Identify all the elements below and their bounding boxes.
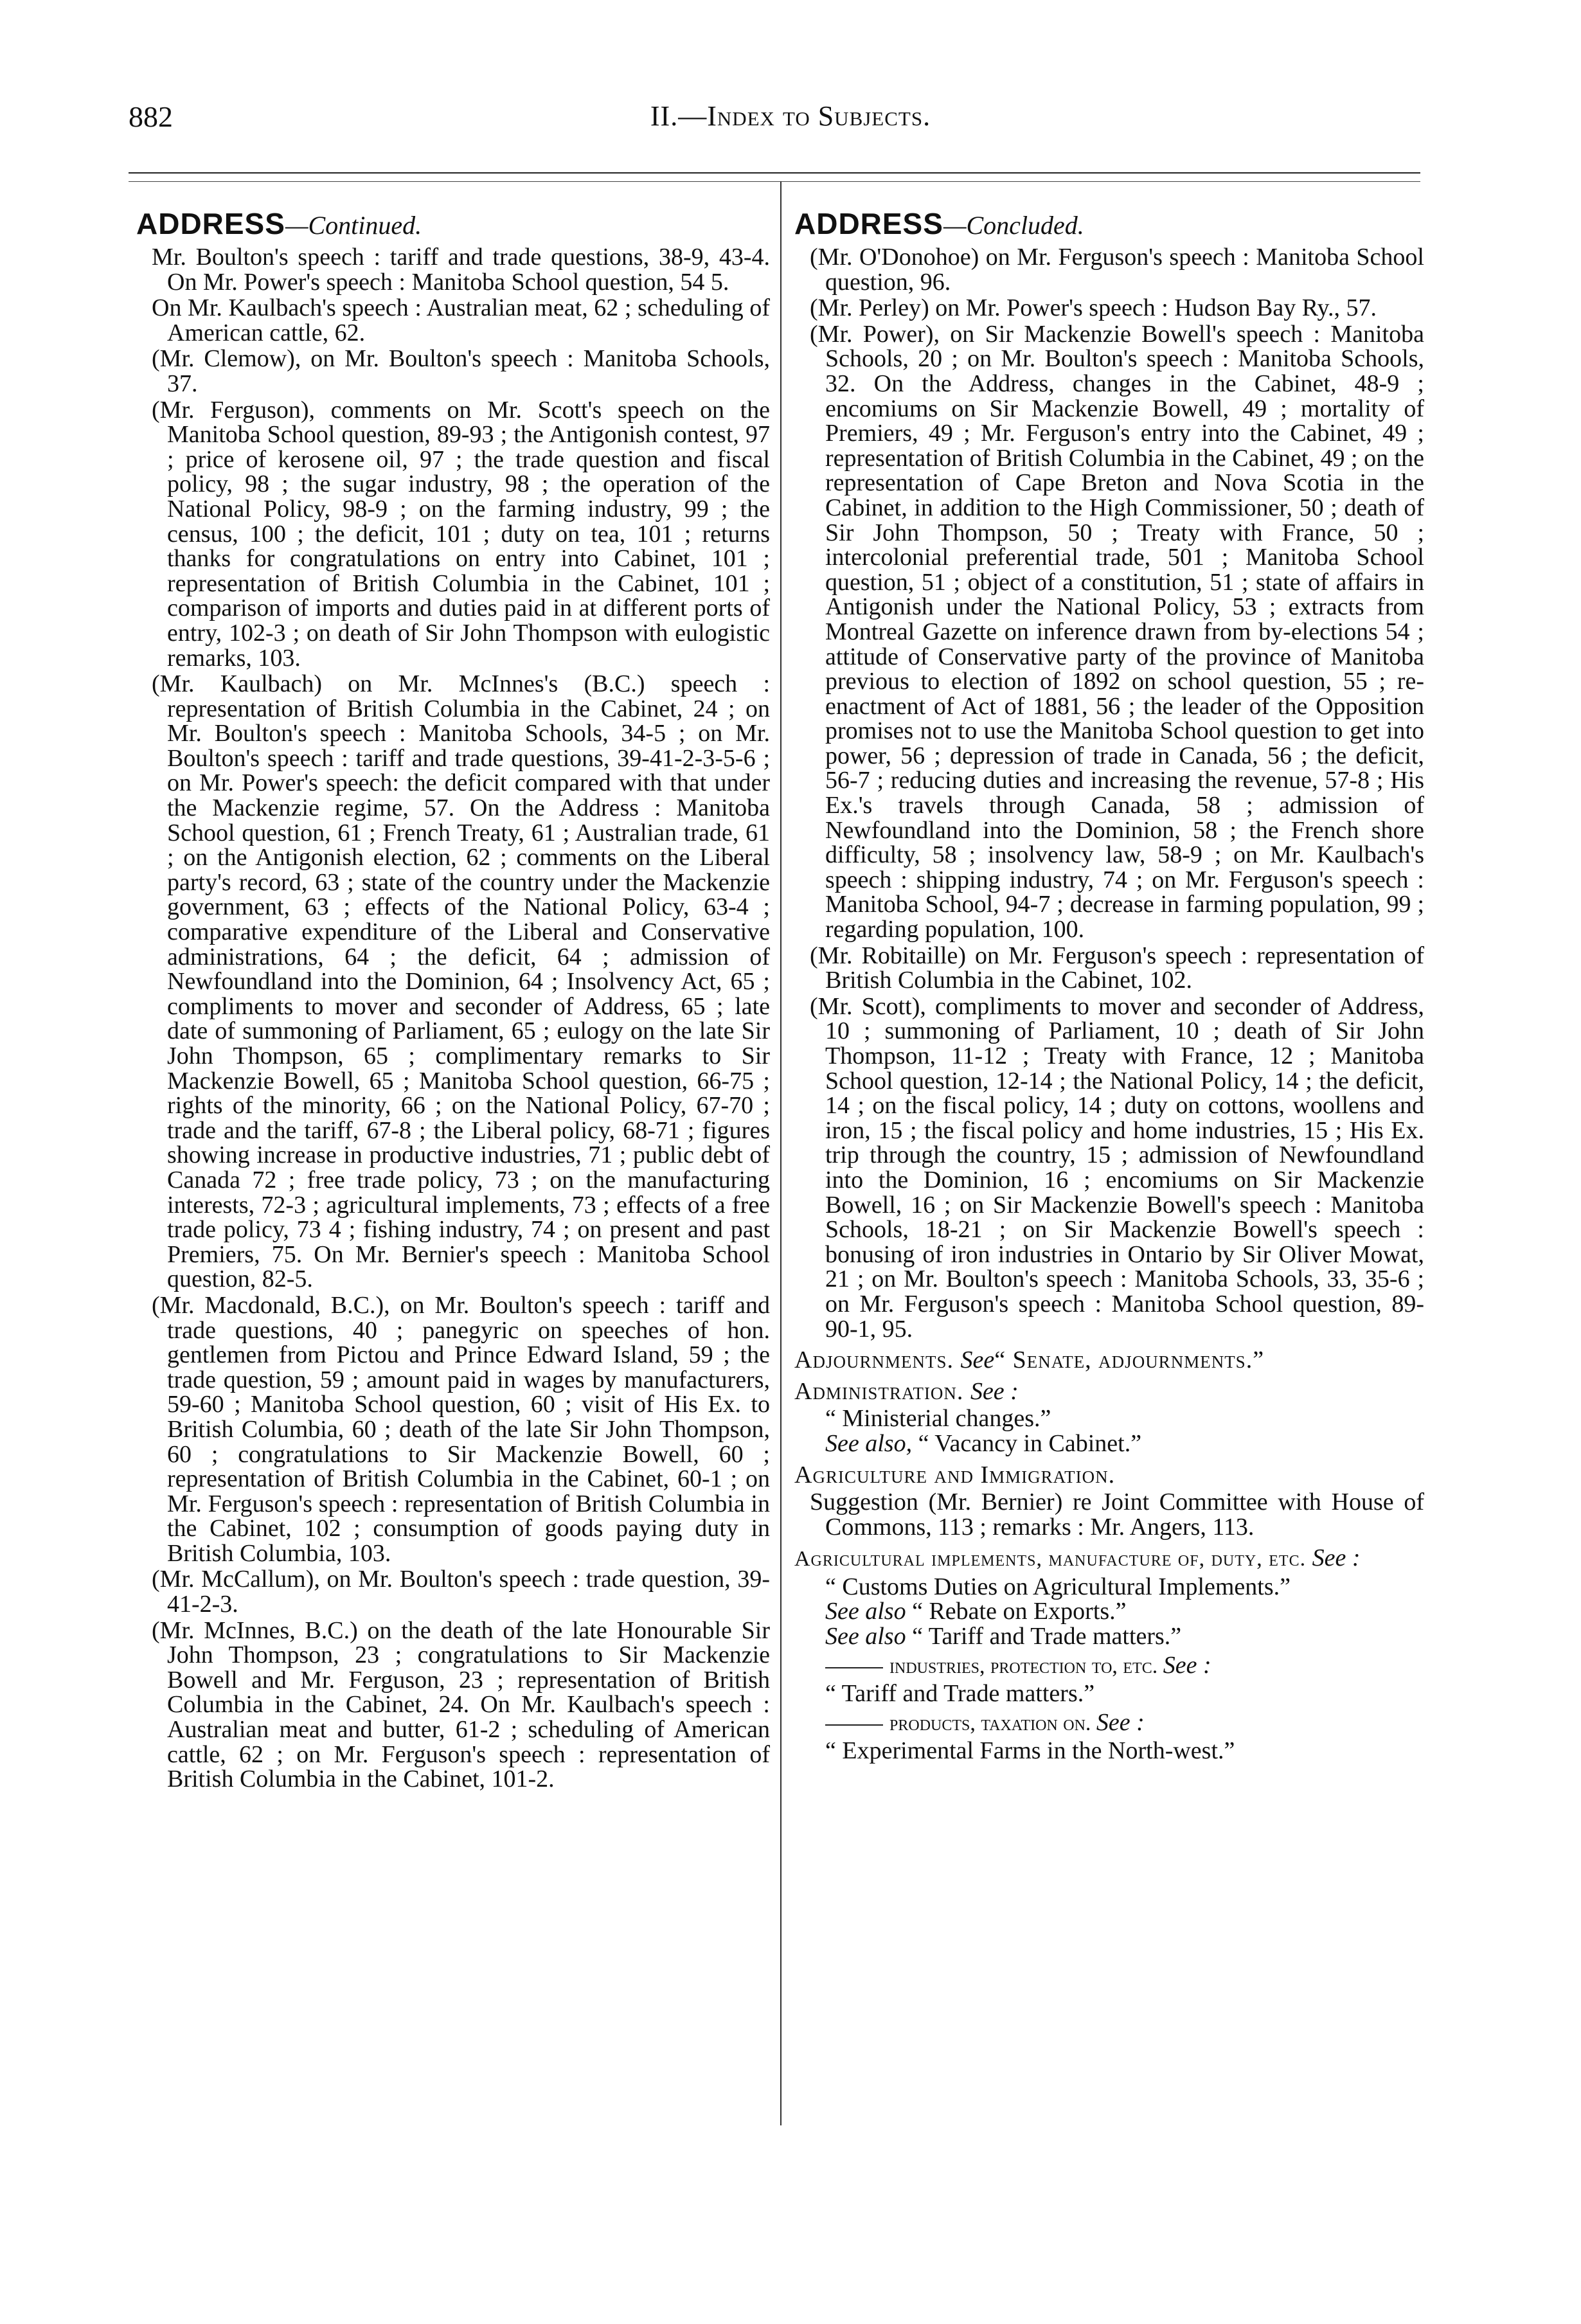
see-label: See : [1312,1544,1361,1572]
header-rule-thin [129,181,1420,182]
dash-rule [825,1724,883,1726]
heading-title: Agricultural implements, manufacture of, duty, etc. [794,1547,1307,1571]
index-entry: (Mr. Kaulbach) on Mr. McInnes's (B.C.) speech : representation of British Columbia in the Cabinet, 24 ; on Mr. Boulton's speech : Manitoba Schools, 34-5 ; on Mr. Boulton's speech : tariff and trade questions, 39-41-2-3-5-6 ; on Mr. Power's speech: the deficit compared with that under the Mackenzie regime, 57. On the Address : Manitoba School question, 61 ; French Treaty, 61 ; Australian trade, 61 ; on the Antigonish election, 62 ; comments on the Liberal party's record, 63 ; state of the country under the Mackenzie government, 63 ; effects of the National Policy, 63-4 ; comparative expenditure of the Liberal and Conservative administrations, 64 ; the deficit, 64 ; admission of Newfoundland into the Dominion, 64 ; Insolvency Act, 65 ; compliments to mover and seconder of Address, 65 ; late date of summoning of Parliament, 65 ; eulogy on the late Sir John Thompson, 65 ; complimentary remarks to Sir Mackenzie Bowell, 65 ; Manitoba School question, 66-75 ; rights of the minority, 66 ; on the National Policy, 67-70 ; trade and the tariff, 67-8 ; the Liberal policy, 68-71 ; figures showing increase in productive industries, 71 ; public debt of Canada 72 ; free trade policy, 73 ; on the manufacturing interests, 72-3 ; agricultural implements, 73 ; effects of a free trade policy, 73 4 ; fishing industry, 74 ; on present and past Premiers, 75. On Mr. Bernier's speech : Manitoba School question, 82-5. [152,670,770,1293]
index-entry: (Mr. O'Donohoe) on Mr. Ferguson's speech : Manitoba School question, 96. [810,244,1424,296]
dash-rule [825,1667,883,1668]
heading-title: products, taxation on. [889,1711,1091,1735]
index-heading-agriculture: Agriculture and Immigration. [794,1461,1116,1488]
heading-text: ADDRESS [136,207,285,240]
heading-suffix: —Continued. [285,211,422,240]
index-entry: (Mr. Robitaille) on Mr. Ferguson's speech : representation of British Columbia in the Cabinet, 102. [810,942,1424,994]
index-entry: Mr. Boulton's speech : tariff and trade questions, 38-9, 43-4. On Mr. Power's speech : Manitoba School question, 54 5. [152,244,770,296]
index-heading-administration [794,1379,1424,1404]
index-entry: Suggestion (Mr. Bernier) re Joint Committee with House of Commons, 113 ; remarks : Mr. Angers, 113. [810,1488,1424,1541]
see-also-label: See also [825,1598,906,1625]
cross-reference [794,1575,1424,1600]
section-heading [794,204,1424,245]
index-entry: (Mr. Ferguson), comments on Mr. Scott's speech on the Manitoba School question, 89-93 ; the Antigonish contest, 97 ; price of kerosene oil, 97 ; the trade question and fiscal policy, 98 ; the sugar industry, 98 ; the operation of the National Policy, 98-9 ; on the farming industry, 99 ; the census, 100 ; the deficit, 101 ; duty on tea, 101 ; returns thanks for congratulations on entry into Cabinet, 101 ; representation of British Columbia in the Cabinet, 101 ; comparison of imports and duties paid in at different ports of entry, 102-3 ; on death of Sir John Thompson with eulogistic remarks, 103. [152,396,770,672]
heading-suffix: —Concluded. [943,211,1084,240]
reference-text: “ Customs Duties on Agricultural Implements.” [825,1573,1291,1600]
right-column [794,204,1424,1764]
cross-reference: “ Experimental Farms in the North-west.” [825,1737,1235,1765]
reference-text: “ Vacancy in Cabinet.” [912,1429,1142,1457]
see-also-label: See also [825,1623,906,1650]
reference-text: “ Rebate on Exports.” [906,1598,1127,1625]
cross-reference: “ Tariff and Trade matters.” [825,1680,1095,1708]
heading-title: Adjournments. [794,1346,954,1374]
index-entry: (Mr. Macdonald, B.C.), on Mr. Boulton's speech : tariff and trade questions, 40 ; panegyric on speeches of hon. gentlemen from Pictou and Prince Edward Island, 59 ; the trade question, 59 ; amount paid in wages by manufacturers, 59-60 ; Manitoba School question, 60 ; visit of His Ex. to British Columbia, 60 ; death of the late Sir John Thompson, 60 ; congratulations to Sir Mackenzie Bowell, 60 ; representation of British Columbia in the Cabinet, 60-1 ; on Mr. Ferguson's speech : representation of British Columbia in the Cabinet, 102 ; consumption of goods paying duty in British Columbia, 103. [152,1291,770,1567]
left-column [136,204,770,1793]
cross-reference [794,1624,1424,1649]
subheading-industries [794,1653,1424,1679]
index-entry: (Mr. Clemow), on Mr. Boulton's speech : Manitoba Schools, 37. [152,345,770,397]
index-heading-adjournments [794,1348,1424,1373]
index-entry: (Mr. Power), on Sir Mackenzie Bowell's speech : Manitoba Schools, 20 ; on Mr. Boulton's speech : Manitoba Schools, 32. On the Address, changes in the Cabinet, 48-9 ; encomiums on Sir Mackenzie Bowell, 49 ; mortality of Premiers, 49 ; Mr. Ferguson's entry into the Cabinet, 49 ; representation of British Columbia in the Cabinet, 49 ; on the representation of Cape Breton and Nova Scotia in the Cabinet, in addition to the High Commissioner, 50 ; death of Sir John Thompson, 50 ; Treaty with France, 50 ; intercolonial preferential trade, 501 ; Manitoba School question, 51 ; object of a constitution, 51 ; state of affairs in Antigonish under the National Policy, 53 ; extracts from Montreal Gazette on inference drawn from by-elections 54 ; attitude of Conservative party of the province of Manitoba previous to election of 1892 on school question, 55 ; re-enactment of Act of 1881, 56 ; the leader of the Opposition promises not to use the Manitoba School question to get into power, 56 ; depression of trade in Canada, 56 ; the deficit, 56-7 ; reducing duties and increasing the revenue, 57-8 ; His Ex.'s travels through Canada, 58 ; admission of Newfoundland into the Dominion, 58 ; the French shore difficulty, 58 ; insolvency law, 58-9 ; on Mr. Kaulbach's speech : shipping industry, 74 ; on Mr. Ferguson's speech : Manitoba School, 94-7 ; decrease in farming population, 99 ; regarding population, 100. [810,320,1424,943]
see-label: See : [1163,1651,1211,1679]
see-label: See [960,1346,995,1374]
index-heading-implements [794,1546,1424,1572]
cross-reference [794,1406,1424,1431]
heading-title: Administration. [794,1377,964,1405]
running-head: II.—Index to Subjects. [650,100,931,132]
index-entry: (Mr. Scott), compliments to mover and seconder of Address, 10 ; summoning of Parliament, 10 ; death of Sir John Thompson, 11-12 ; Treaty with France, 12 ; Manitoba School question, 12-14 ; the National Policy, 14 ; the deficit, 14 ; on the fiscal policy, 14 ; duty on cottons, woollens and iron, 15 ; the fiscal policy and home industries, 15 ; His Ex. trip through the country, 15 ; admission of Newfoundland into the Dominion, 16 ; encomiums on Sir Mackenzie Bowell, 16 ; on Sir Mackenzie Bowell's speech : Manitoba Schools, 18-21 ; on Sir Mackenzie Bowell's speech : bonusing of iron industries in Ontario by Sir Oliver Mowat, 21 ; on Mr. Boulton's speech : Manitoba Schools, 33, 35-6 ; on Mr. Ferguson's speech : Manitoba School question, 89-90-1, 95. [810,992,1424,1343]
section-heading [136,204,770,245]
index-entry: (Mr. Perley) on Mr. Power's speech : Hudson Bay Ry., 57. [810,294,1377,322]
see-label: See : [1096,1708,1145,1736]
index-entry: (Mr. McInnes, B.C.) on the death of the late Honourable Sir John Thompson, 23 ; congratulations to Sir Mackenzie Bowell and Mr. Ferguson, 23 ; representation of British Columbia in the Cabinet, 24. On Mr. Kaulbach's speech : Australian meat and butter, 61-2 ; scheduling of American cattle, 62 ; on Mr. Ferguson's speech : representation of British Columbia in the Cabinet, 101-2. [152,1616,770,1793]
see-label: See : [970,1377,1019,1405]
cross-reference: “ Senate, adjournments.” [994,1346,1265,1374]
header-rule [129,172,1420,174]
index-entry: (Mr. McCallum), on Mr. Boulton's speech : trade question, 39-41-2-3. [152,1566,770,1618]
heading-title: industries, protection to, etc. [889,1654,1158,1678]
cross-reference [794,1431,1424,1456]
see-also-label: See also, [825,1429,913,1457]
subheading-products [794,1710,1424,1737]
cross-reference [794,1599,1424,1624]
column-divider [780,181,782,2125]
reference-text: “ Ministerial changes.” [825,1405,1051,1433]
page-number: 882 [129,100,173,133]
index-entry: On Mr. Kaulbach's speech : Australian meat, 62 ; scheduling of American cattle, 62. [152,294,770,346]
reference-text: “ Tariff and Trade matters.” [906,1623,1182,1650]
heading-text: ADDRESS [794,207,943,240]
